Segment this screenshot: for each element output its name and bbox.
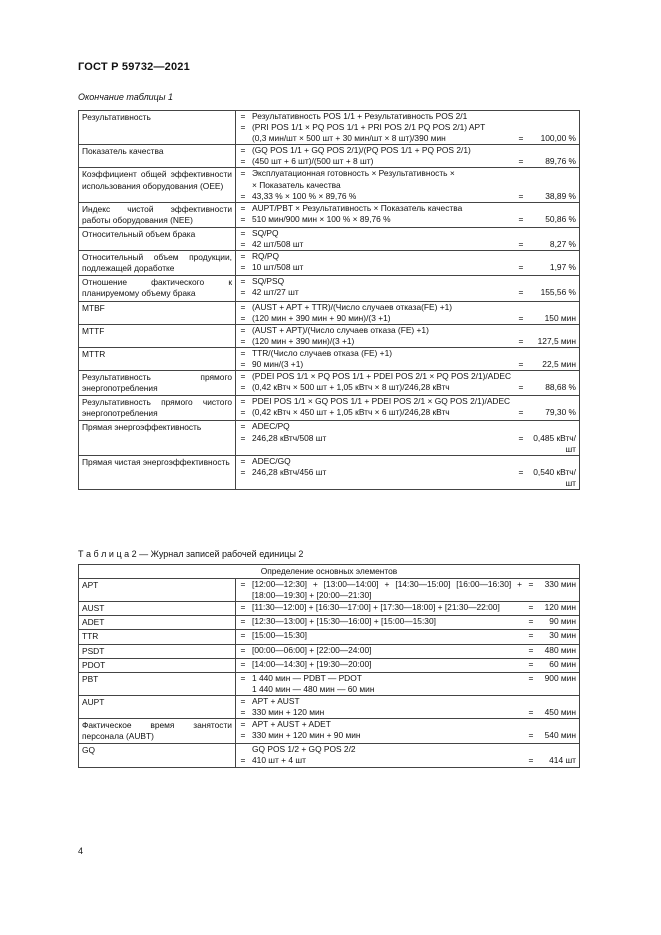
table1-row-eq2 [514, 111, 528, 122]
table1-caption: Окончание таблицы 1 [78, 92, 173, 102]
table1-row-eq2 [514, 145, 528, 156]
table1-row-res [528, 251, 579, 262]
table1-row-res: 155,56 % [540, 287, 576, 298]
table2-row-eq [236, 684, 250, 695]
table1-row-eq: = [240, 371, 246, 382]
table1-row-res: 79,30 % [545, 407, 576, 418]
table1-row-eq2 [514, 180, 528, 191]
table1-row-res [528, 456, 579, 467]
table2-row-eq: = [240, 719, 246, 730]
table2-row-eq2: = [528, 579, 534, 590]
table2-row-res: 540 мин [544, 730, 576, 741]
table1-row-res: 89,76 % [545, 156, 576, 167]
table2-row-eq: = [240, 707, 246, 718]
table2-row-expr: APT + AUST [252, 695, 300, 706]
table1-row-eq: = [240, 312, 246, 323]
table1-row-res: 22,5 мин [542, 358, 576, 369]
table2-row-eq2: = [528, 602, 534, 613]
table2-caption: Т а б л и ц а 2 — Журнал записей рабочей единицы 2 [78, 549, 304, 559]
table1-row-expr: 510 мин/900 мин × 100 % × 89,76 % [252, 213, 391, 224]
table1-row-expr: PDEI POS 1/1 × GQ POS 1/1 + PDEI POS 2/1 × GQ POS 2/1)/ADEC [252, 396, 511, 407]
table2-row-eq2: = [528, 630, 534, 641]
table1-row-expr: AUPT/PBT × Результативность × Показатель качества [252, 202, 463, 213]
table1-row [79, 251, 580, 276]
table1-row-res [528, 302, 579, 313]
table1-row-res: 0,540 кВтч/шт [533, 466, 576, 488]
table2-row-eq [236, 744, 250, 755]
table2-row-res: 60 мин [549, 658, 576, 669]
table1-row-label: Индекс чистой эффективности работы оборудования (NEE) [79, 202, 236, 227]
table1-row-res [528, 145, 579, 156]
table2-row [79, 644, 580, 658]
table2-row-expr: 330 мин + 120 мин [252, 707, 325, 718]
table2-row-eq: = [240, 695, 246, 706]
table1-row-eq2 [514, 228, 528, 239]
table2-row-res [538, 744, 579, 755]
table1-row-expr: 42 шт/27 шт [252, 287, 299, 298]
table2-row-res: 30 мин [549, 630, 576, 641]
table1-row-eq2: = [518, 239, 524, 250]
table1-row-eq2 [514, 168, 528, 179]
table1-row-eq: = [240, 358, 246, 369]
table2-row-expr: [00:00—06:00] + [22:00—24:00] [252, 644, 372, 655]
table1-row-expr: TTR/(Число случаев отказа (FE) +1) [252, 347, 393, 358]
table1-row [79, 202, 580, 227]
table1-row-label: MTBF [79, 301, 236, 324]
table1-row-eq2 [514, 456, 528, 467]
table2-row-expr: [12:00—12:30] + [13:00—14:00] + [14:30—15:00] [16:00—16:30] + [18:00—19:30] + [20:00—21:30] [252, 579, 522, 601]
table1-row-eq: = [240, 227, 246, 238]
table1-row-eq2: = [518, 312, 524, 323]
table1-row-eq2: = [518, 133, 524, 144]
table1-row-eq2 [514, 302, 528, 313]
table1-row-label: Коэффициент общей эффективности использования оборудования (OEE) [79, 168, 236, 202]
table2-row-eq2: = [528, 616, 534, 627]
table2-row [79, 672, 580, 695]
table1-row-label: MTTF [79, 324, 236, 347]
table1-row-expr: Эксплуатационная готовность × Результативность × [252, 168, 455, 179]
table1-row-eq2: = [518, 262, 524, 273]
table1-row-eq: = [240, 168, 246, 179]
table1-row-expr: SQ/PSQ [252, 276, 285, 287]
table1-row-eq2 [514, 348, 528, 359]
table1-row-eq: = [240, 407, 246, 418]
table2-row-label: APT [79, 579, 236, 602]
table1-row-eq: = [240, 335, 246, 346]
table1-row-expr: ADEC/GQ [252, 455, 291, 466]
table2-row-label: GQ [79, 744, 236, 767]
table1-row-expr: ADEC/PQ [252, 421, 290, 432]
table2-row-eq: = [240, 630, 246, 641]
table1-row-eq: = [240, 301, 246, 312]
table2-row-expr: [15:00—15:30] [252, 630, 307, 641]
table1-row-label: Относительный объем брака [79, 227, 236, 250]
table1-row-label: Прямая чистая энергоэффективность [79, 455, 236, 489]
table1-row-eq2 [514, 325, 528, 336]
table2-row-expr: GQ POS 1/2 + GQ POS 2/2 [252, 744, 356, 755]
table2-row-eq: = [240, 579, 246, 590]
table1-row-expr: 42 шт/508 шт [252, 239, 304, 250]
table1-row-expr: (120 мин + 390 мин + 90 мин)/(3 +1) [252, 312, 391, 323]
table1-row-label: Результативность прямого энергопотребления [79, 371, 236, 396]
table1-row-eq2: = [518, 213, 524, 224]
table1-row-res: 150 мин [544, 312, 576, 323]
table1-row-eq [236, 180, 250, 191]
table2-row-eq: = [240, 644, 246, 655]
table2-row-eq2: = [528, 658, 534, 669]
table1-row [79, 371, 580, 396]
table1-row-eq2: = [518, 190, 524, 201]
table1-row-eq2 [514, 251, 528, 262]
table2-row [79, 616, 580, 630]
table1-row-eq2 [514, 122, 528, 133]
table2-row-res [538, 696, 579, 707]
table1-row-expr: (0,3 мин/шт × 500 шт + 30 мин/шт × 8 шт)/390 мин [252, 133, 446, 144]
table2-row-expr: [11:30—12:00] + [16:30—17:00] + [17:30—18:00] + [21:30—22:00] [252, 602, 500, 613]
table1-row-res: 1,97 % [549, 262, 576, 273]
table1-row-res [528, 396, 579, 407]
table2-row-res: 414 шт [549, 755, 576, 766]
table1-row-eq2: = [518, 156, 524, 167]
table1-row-label: Отношение фактического к планируемому объему брака [79, 276, 236, 301]
table1-row [79, 276, 580, 301]
table1-row-label: Относительный объем продукции, подлежащей доработке [79, 251, 236, 276]
table1-row-expr: (PRI POS 1/1 × PQ POS 1/1 + PRI POS 2/1 PQ POS 2/1) APT [252, 122, 486, 133]
table2-row [79, 695, 580, 718]
table2-row [79, 630, 580, 644]
table2-row-res: 120 мин [544, 602, 576, 613]
table1-row [79, 145, 580, 168]
table2-row-eq: = [240, 602, 246, 613]
table1-row-expr: (450 шт + 6 шт)/(500 шт + 8 шт) [252, 156, 374, 167]
table2-row-res: 330 мин [544, 579, 576, 590]
table1-row-expr: 246,28 кВтч/456 шт [252, 466, 327, 477]
table1-row-res [528, 421, 579, 432]
table1-row-expr: 246,28 кВтч/508 шт [252, 432, 327, 443]
table1-row [79, 111, 580, 145]
table2-row-res: 480 мин [544, 644, 576, 655]
table2-row-label: TTR [79, 630, 236, 644]
table1-row-eq: = [240, 466, 246, 477]
table1-row-expr: (0,42 кВтч × 500 шт + 1,05 кВтч × 8 шт)/246,28 кВтч [252, 382, 450, 393]
table2-row [79, 658, 580, 672]
table1-row-res [528, 325, 579, 336]
table1-row-expr: (AUST + APT)/(Число случаев отказа (FE) +1) [252, 324, 429, 335]
table2-row-res: 90 мин [549, 616, 576, 627]
table2-row-eq: = [240, 658, 246, 669]
table1-row-eq: = [240, 251, 246, 262]
table2-row-expr: 1 440 мин — 480 мин — 60 мин [252, 683, 375, 694]
table2-row-eq2 [524, 744, 538, 755]
table2-row-label: AUPT [79, 695, 236, 718]
table1-row-expr: RQ/PQ [252, 251, 279, 262]
table2-row-eq2: = [528, 755, 534, 766]
table1-row-eq: = [240, 202, 246, 213]
table1-row-eq: = [240, 382, 246, 393]
table1-row-eq2: = [518, 335, 524, 346]
table1-row-expr: Результативность POS 1/1 + Результативность POS 2/1 [252, 111, 468, 121]
page-number: 4 [78, 846, 84, 856]
table1-row [79, 301, 580, 324]
table2-row [79, 602, 580, 616]
table1-row-label: MTTR [79, 347, 236, 370]
table2-row-eq2: = [528, 672, 534, 683]
table1-row [79, 455, 580, 489]
table1-row-res: 88,68 % [545, 382, 576, 393]
table1-row-res: 0,485 кВтч/шт [533, 432, 576, 454]
table2-row-eq2: = [528, 644, 534, 655]
table2-row-res [538, 719, 579, 730]
table2-row-label: Фактическое время занятости персонала (AUBT) [79, 719, 236, 744]
table1-row-label: Прямая энергоэффективность [79, 421, 236, 455]
table2-row-label: AUST [79, 602, 236, 616]
table-1 [78, 110, 580, 490]
table2-row-expr: 330 мин + 120 мин + 90 мин [252, 730, 361, 741]
table1-row-expr: 90 мин/(3 +1) [252, 358, 304, 369]
table1-row-res [528, 180, 579, 191]
table1-row-eq: = [240, 324, 246, 335]
table2-row-expr: [14:00—14:30] + [19:30—20:00] [252, 658, 372, 669]
table1-row-expr: (GQ POS 1/1 + GQ POS 2/1)/(PQ POS 1/1 + PQ POS 2/1) [252, 145, 471, 156]
table2-row-expr: 1 440 мин — PDBT — PDOT [252, 672, 362, 683]
table1-row-eq2 [514, 203, 528, 214]
table2-row-eq: = [240, 755, 246, 766]
table2-row-expr: [12:30—13:00] + [15:30—16:00] + [15:00—15:30] [252, 616, 436, 627]
table2-row-label: PSDT [79, 644, 236, 658]
table1-row-eq2 [514, 396, 528, 407]
table1-row [79, 227, 580, 250]
table1-row-expr: 43,33 % × 100 % × 89,76 % [252, 190, 357, 201]
table1-row-res [528, 348, 579, 359]
table1-row-expr: × Показатель качества [252, 179, 341, 190]
table2-row-eq2 [524, 719, 538, 730]
table1-row-res: 50,86 % [545, 213, 576, 224]
table1-row-eq2 [514, 276, 528, 287]
table1-row [79, 168, 580, 202]
table1-row-eq: = [240, 145, 246, 156]
table1-row-expr: (0,42 кВтч × 450 шт + 1,05 кВтч × 6 шт)/246,28 кВтч [252, 407, 450, 418]
table1-row-eq2 [514, 421, 528, 432]
table1-row-eq: = [240, 239, 246, 250]
table1-row-eq2: = [518, 432, 524, 443]
table2-row-eq: = [240, 730, 246, 741]
table2-row-eq: = [240, 616, 246, 627]
table1-row-eq: = [240, 262, 246, 273]
table1-row-eq2: = [518, 407, 524, 418]
table2-row-res: 900 мин [544, 672, 576, 683]
table1-row-label: Показатель качества [79, 145, 236, 168]
table1-row-expr: SQ/PQ [252, 227, 279, 238]
table1-row-eq: = [240, 190, 246, 201]
table2-row-eq2: = [528, 707, 534, 718]
table2-row-label: PBT [79, 672, 236, 695]
table1-row-expr: (120 мин + 390 мин)/(3 +1) [252, 335, 355, 346]
table2-row [79, 579, 580, 602]
table1-row-eq2 [514, 371, 528, 382]
table2-row-expr: APT + AUST + ADET [252, 719, 331, 730]
table2-row-eq2 [524, 696, 538, 707]
table1-row-eq: = [240, 111, 246, 121]
table1-row-eq: = [240, 287, 246, 298]
table1-row [79, 324, 580, 347]
table1-row-eq2: = [518, 466, 524, 477]
table1-row-res [528, 122, 579, 133]
table2-row-label: ADET [79, 616, 236, 630]
table1-row-res: 127,5 мин [537, 335, 576, 346]
table1-row-eq: = [240, 276, 246, 287]
table1-row-label: Результативность прямого чистого энергопотребления [79, 396, 236, 421]
table1-row-eq: = [240, 432, 246, 443]
table1-row [79, 421, 580, 455]
table1-row-res: 8,27 % [549, 239, 576, 250]
table1-row-label: Результативность [79, 111, 236, 145]
table2-row [79, 719, 580, 744]
table2-row [79, 744, 580, 767]
table1-row-eq2: = [518, 358, 524, 369]
table1-row-res: 100,00 % [540, 133, 576, 144]
table1-row-res: 38,89 % [545, 190, 576, 201]
table2-row-eq2 [524, 684, 538, 695]
table1-row-res [528, 111, 579, 122]
table2-row-eq2: = [528, 730, 534, 741]
table2-header: Определение основных элементов [79, 565, 580, 579]
table1-row-res [528, 203, 579, 214]
table-2 [78, 564, 580, 768]
table1-row-eq: = [240, 156, 246, 167]
table2-row-eq: = [240, 672, 246, 683]
table2-row-label: PDOT [79, 658, 236, 672]
table1-row-expr: 10 шт/508 шт [252, 262, 304, 273]
document-header: ГОСТ Р 59732—2021 [78, 61, 190, 73]
table1-row-eq: = [240, 213, 246, 224]
table1-row-expr: (PDEI POS 1/1 × PQ POS 1/1 + PDEI POS 2/1 × PQ POS 2/1)/ADEC [252, 371, 512, 382]
table1-row-eq2: = [518, 287, 524, 298]
table1-row-res [528, 371, 579, 382]
table1-row-eq: = [240, 421, 246, 432]
table1-row-res [528, 228, 579, 239]
table2-row-res [538, 684, 579, 695]
table1-row-eq: = [240, 122, 246, 133]
table1-row-eq: = [240, 396, 246, 407]
table1-row-res [528, 168, 579, 179]
table1-row-eq [236, 133, 250, 144]
table1-row-expr: (AUST + APT + TTR)/(Число случаев отказа(FE) +1) [252, 301, 453, 312]
table1-row-eq2: = [518, 382, 524, 393]
table2-row-expr: 410 шт + 4 шт [252, 755, 306, 766]
table1-row-eq: = [240, 347, 246, 358]
table1-row-res [528, 276, 579, 287]
table1-row [79, 396, 580, 421]
table1-row [79, 347, 580, 370]
table2-row-res: 450 мин [544, 707, 576, 718]
table1-row-eq: = [240, 455, 246, 466]
